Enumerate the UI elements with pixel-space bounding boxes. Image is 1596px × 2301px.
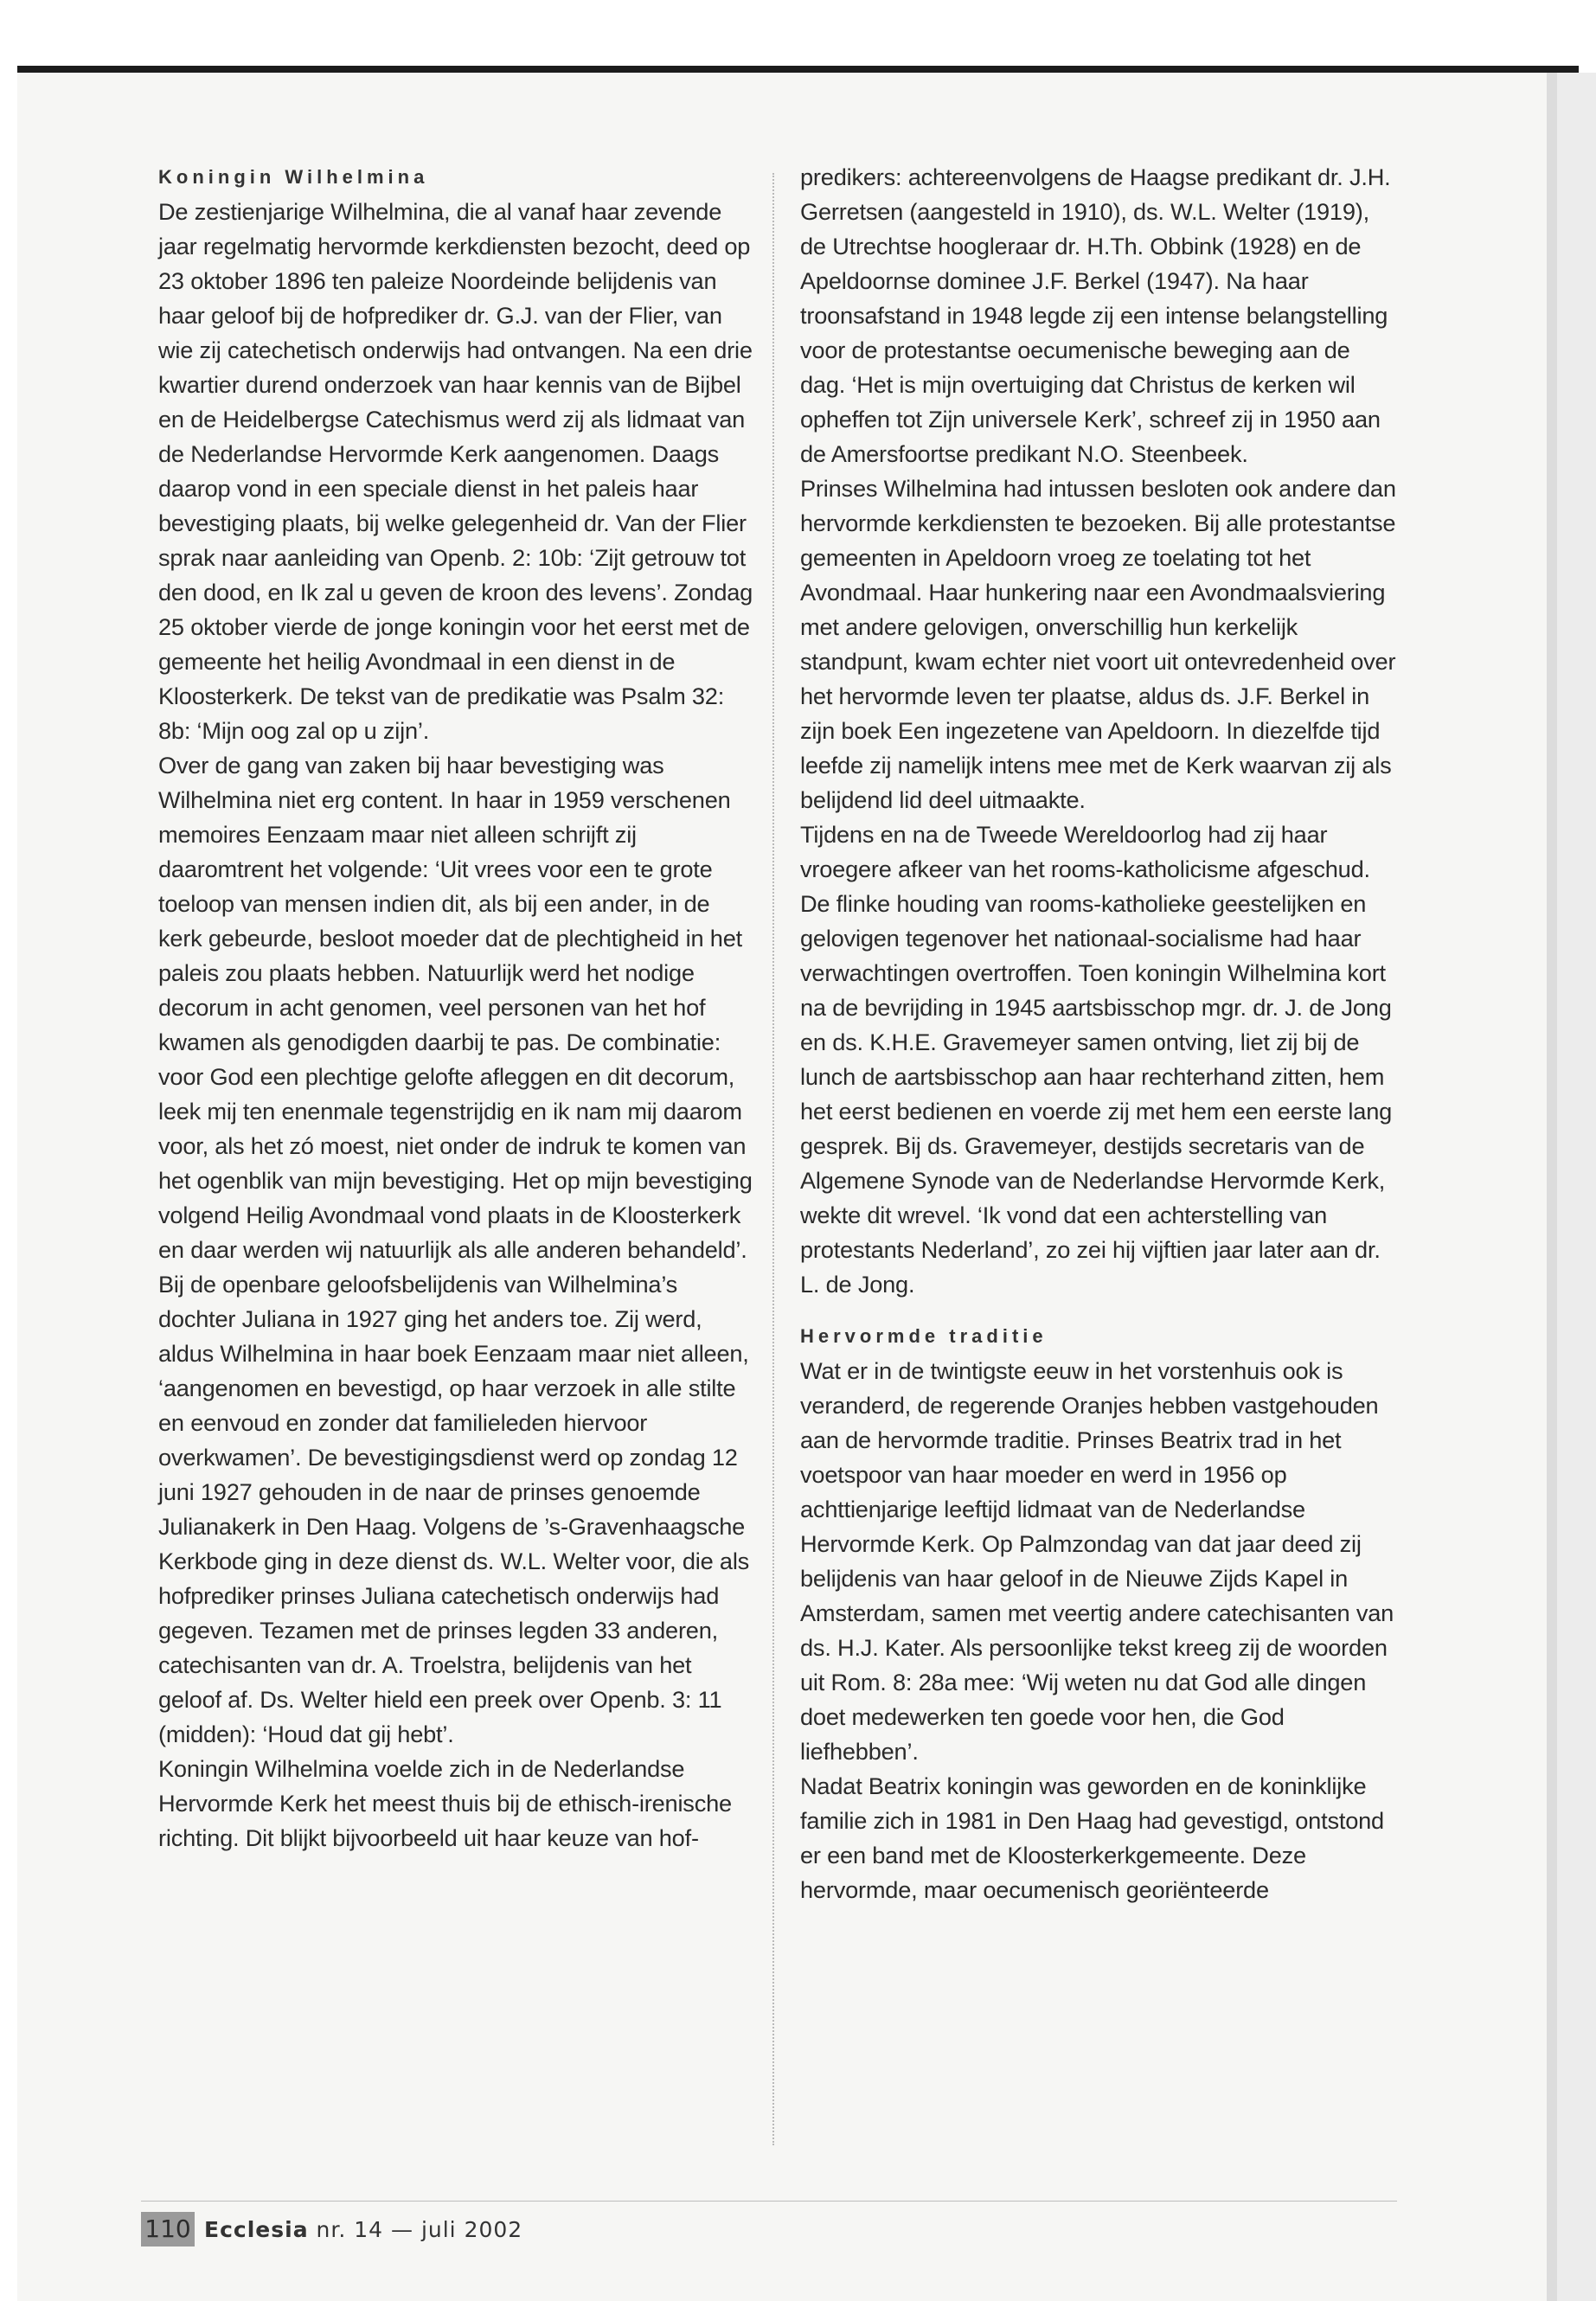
paragraph: Wat er in de twintigste eeuw in het vorstenhuis ook is veranderd, de regerende Oranjes hebben vastgehouden aan de hervormde traditie. Prinses Beatrix trad in het voetspoor van haar moeder en werd in 1956 op achttienjarige leeftijd lidmaat van de Nederlandse Hervormde Kerk. Op Palmzondag van dat jaar deed zij belijdenis van haar geloof in de Nieuwe Zijds Kapel in Amsterdam, samen met veertig andere catechisanten van ds. H.J. Kater. Als persoonlijke tekst kreeg zij de woorden uit Rom. 8: 28a mee: ‘Wij weten nu dat God alle dingen doet medewerken ten goede voor hen, die God liefhebben’. [800,1357,1394,1765]
paragraph: Bij de openbare geloofsbelijdenis van Wilhelmina’s dochter Juliana in 1927 ging het anders toe. Zij werd, aldus Wilhelmina in haar boek Eenzaam maar niet alleen, ‘aangenomen en bevestigd, op haar verzoek in alle stilte en eenvoud en zonder dat familieleden hiervoor overkwamen’. De bevestigingsdienst werd op zondag 12 juni 1927 gehouden in de naar de prinses genoemde Julianakerk in Den Haag. Volgens de ’s-Gravenhaagsche Kerkbode ging in deze dienst ds. W.L. Welter voor, die als hofprediker prinses Juliana catechetisch onderwijs had gegeven. Tezamen met de prinses legden 33 anderen, catechisanten van dr. A. Troelstra, belijdenis van het geloof af. Ds. Welter hield een preek over Openb. 3: 11 (midden): ‘Houd dat gij hebt’. [158,1271,750,1747]
column-divider [772,173,774,2145]
section-heading: Hervormde traditie [800,1325,1048,1347]
page-top-edge [17,66,1579,73]
paragraph: De zestienjarige Wilhelmina, die al vanaf haar zevende jaar regelmatig hervormde kerkdiensten bezocht, deed op 23 oktober 1896 ten paleize Noordeinde belijdenis van haar geloof bij de hofprediker dr. G.J. van der Flier, van wie zij catechetisch onderwijs had ontvangen. Na een drie kwartier durend onderzoek van haar kennis van de Bijbel en de Heidelbergse Catechismus werd zij als lidmaat van de Nederlandse Hervormde Kerk aangenomen. Daags daarop vond in een speciale dienst in het paleis haar bevestiging plaats, bij welke gelegenheid dr. Van der Flier sprak naar aanleiding van Openb. 2: 10b: ‘Zijt getrouw tot den dood, en Ik zal u geven de kroon des levens’. Zondag 25 oktober vierde de jonge koningin voor het eerst met de gemeente het heilig Avondmaal in een dienst in de Kloosterkerk. De tekst van de predikatie was Psalm 32: 8b: ‘Mijn oog zal op u zijn’. [158,198,753,744]
page-number: 110 [141,2212,195,2247]
paragraph: Tijdens en na de Tweede Wereldoorlog had zij haar vroegere afkeer van het rooms-katholicisme afgeschud. De flinke houding van rooms-katholieke geestelijken en gelovigen tegenover het nationaal-socialisme had haar verwachtingen overtroffen. Toen koningin Wilhelmina kort na de bevrijding in 1945 aartsbisschop mgr. dr. J. de Jong en ds. K.H.E. Gravemeyer samen ontving, liet zij bij de lunch de aartsbisschop aan haar rechterhand zitten, hem het eerst bedienen en voerde zij met hem een eerste lang gesprek. Bij ds. Gravemeyer, destijds secretaris van de Algemene Synode van de Nederlandse Hervormde Kerk, wekte dit wrevel. ‘Ik vond dat een achterstelling van protestants Nederland’, zo zei hij vijftien jaar later aan dr. L. de Jong. [800,821,1393,1298]
paragraph: predikers: achtereenvolgens de Haagse predikant dr. J.H. Gerretsen (aangesteld in 1910), ds. W.L. Welter (1919), de Utrechtse hoogleraar dr. H.Th. Obbink (1928) en de Apeldoornse dominee J.F. Berkel (1947). Na haar troonsafstand in 1948 legde zij een intense belangstelling voor de protestantse oecumenische beweging aan de dag. ‘Het is mijn overtuiging dat Christus de kerken wil opheffen tot Zijn universele Kerk’, schreef zij in 1950 aan de Amersfoortse predikant N.O. Steenbeek. [800,163,1391,467]
right-column [800,160,1397,1907]
issue-info: nr. 14 — juli 2002 [316,2217,523,2242]
paragraph: Koningin Wilhelmina voelde zich in de Nederlandse Hervormde Kerk het meest thuis bij de ethisch-irenische richting. Dit blijkt bijvoorbeeld uit haar keuze van hof- [158,1755,732,1851]
right-margin [1557,73,1596,2301]
left-column [158,160,755,1856]
paragraph: Over de gang van zaken bij haar bevestiging was Wilhelmina niet erg content. In haar in 1959 verschenen memoires Eenzaam maar niet alleen schrijft zij daaromtrent het volgende: ‘Uit vrees voor een te grote toeloop van mensen indien dit, als bij een ander, in de kerk gebeurde, besloot moeder dat de plechtigheid in het paleis zou plaats hebben. Natuurlijk werd het nodige decorum in acht genomen, veel personen van het hof kwamen als genodigden daarbij te pas. De combinatie: voor God een plechtige gelofte afleggen en dit decorum, leek mij ten enenmale tegenstrijdig en ik nam mij daarom voor, als het zó moest, niet onder de indruk te komen van het ogenblik van mijn bevestiging. Het op mijn bevestiging volgend Heilig Avondmaal vond plaats in de Kloosterkerk en daar werden wij natuurlijk als alle anderen behandeld’. [158,752,753,1263]
paragraph: Prinses Wilhelmina had intussen besloten ook andere dan hervormde kerkdiensten te bezoeken. Bij alle protestantse gemeenten in Apeldoorn vroeg ze toelating tot het Avondmaal. Haar hunkering naar een Avondmaalsviering met andere gelovigen, onverschillig hun kerkelijk standpunt, kwam echter niet voort uit ontevredenheid over het hervormde leven ter plaatse, aldus ds. J.F. Berkel in zijn boek Een ingezetene van Apeldoorn. In diezelfde tijd leefde zij namelijk intens mee met de Kerk waarvan zij als belijdend lid deel uitmaakte. [800,475,1396,813]
paragraph: Nadat Beatrix koningin was geworden en de koninklijke familie zich in 1981 in Den Haag had gevestigd, ontstond er een band met de Kloosterkerkgemeente. Deze hervormde, maar oecumenisch georiënteerde [800,1772,1384,1903]
top-margin [0,0,1596,67]
footer-caption [204,2214,522,2246]
magazine-name: Ecclesia [204,2217,309,2242]
page-right-edge [1547,73,1557,2301]
section-heading: Koningin Wilhelmina [158,166,429,188]
footer-rule [141,2201,1397,2202]
